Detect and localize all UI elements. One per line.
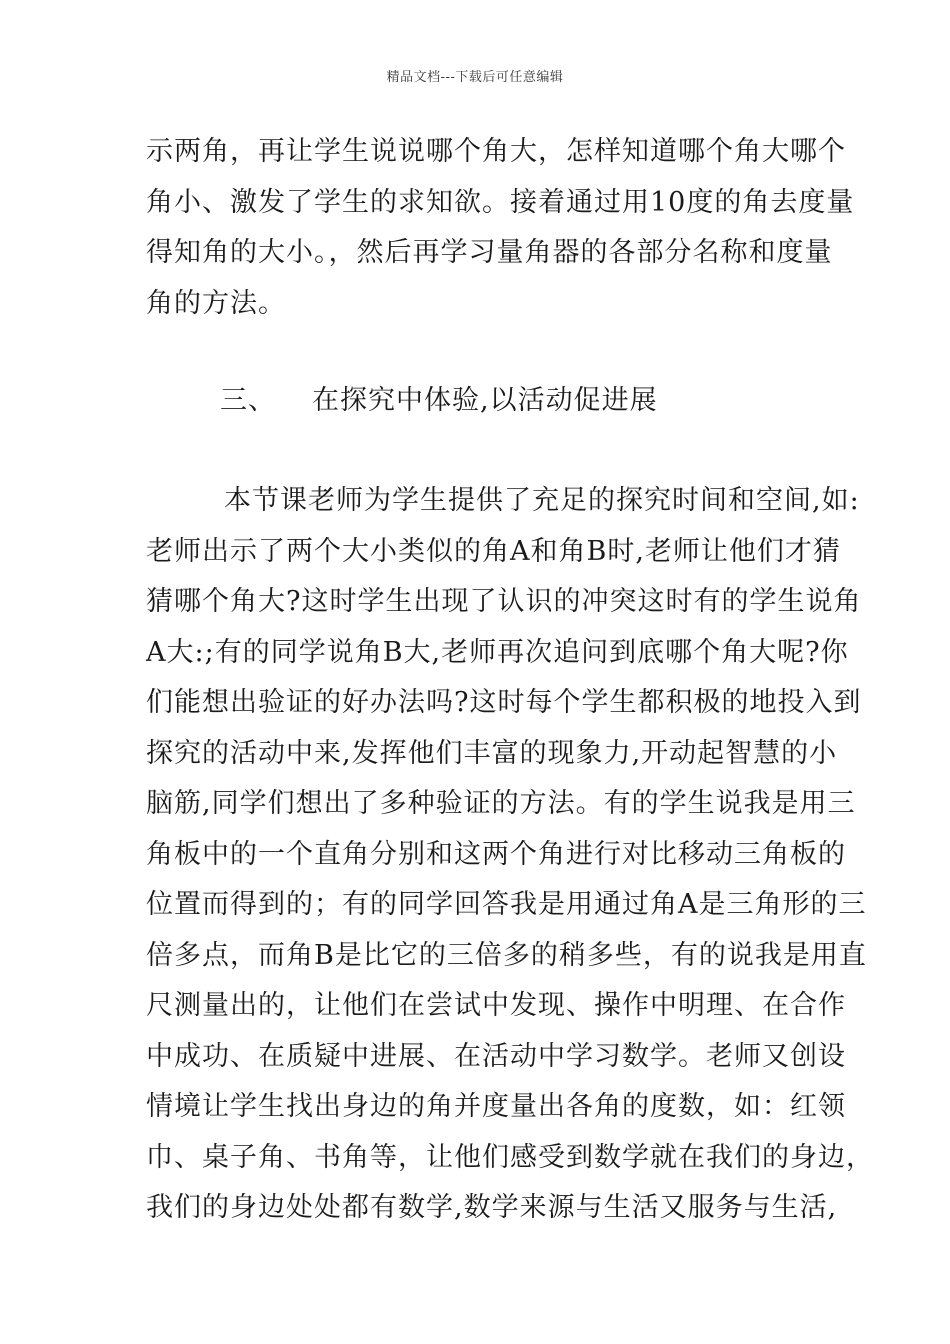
text-line: 位置而得到的；有的同学回答我是用通过角A是三角形的三	[146, 889, 867, 920]
text-line: 示两角，再让学生说说哪个角大，怎样知道哪个角大哪个	[146, 136, 846, 167]
text-line: 脑筋,同学们想出了多种验证的方法。有的学生说我是用三	[146, 788, 856, 819]
page-header: 精品文档---下载后可任意编辑	[386, 70, 564, 85]
text-line: 本节课老师为学生提供了充足的探究时间和空间,如:	[224, 485, 860, 516]
text-line: 中成功、在质疑中进展、在活动中学习数学。老师又创设	[146, 1040, 846, 1072]
text-line: 倍多点，而角B是比它的三倍多的稍多些，有的说我是用直	[146, 939, 867, 971]
text-line: 得知角的大小。，然后再学习量角器的各部分名称和度量	[146, 237, 833, 268]
text-line: 老师出示了两个大小类似的角A和角B时,老师让他们才猜	[146, 535, 841, 567]
text-line: 探究的活动中来,发挥他们丰富的现象力,开动起智慧的小	[146, 737, 838, 769]
text-line: 角的方法。	[146, 287, 286, 319]
section-heading	[220, 376, 900, 427]
section-title: 在探究中体验,以活动促进展	[312, 385, 658, 416]
text-line: 巾、桌子角、书角等，让他们感受到数学就在我们的身边，	[146, 1141, 874, 1173]
text-line: 角板中的一个直角分别和这两个角进行对比移动三角板的	[146, 838, 846, 870]
text-line: 猜哪个角大?这时学生出现了认识的冲突这时有的学生说角	[146, 586, 862, 617]
paragraph-2	[146, 476, 874, 1234]
text-line: A大:;有的同学说角B大,老师再次追问到底哪个角大呢?你	[146, 636, 849, 668]
text-line: 们能想出验证的好办法吗?这时每个学生都积极的地投入到	[146, 687, 862, 718]
text-line: 我们的身边处处都有数学,数学来源与生活又服务与生活,	[146, 1192, 838, 1223]
paragraph-1	[146, 127, 855, 329]
text-line: 角小、激发了学生的求知欲。接着通过用10度的角去度量	[146, 186, 855, 218]
text-line: 尺测量出的，让他们在尝试中发现、操作中明理、在合作	[146, 990, 846, 1021]
section-number: 三、	[220, 385, 276, 416]
text-line: 情境让学生找出身边的角并度量出各角的度数，如：红领	[146, 1091, 846, 1122]
